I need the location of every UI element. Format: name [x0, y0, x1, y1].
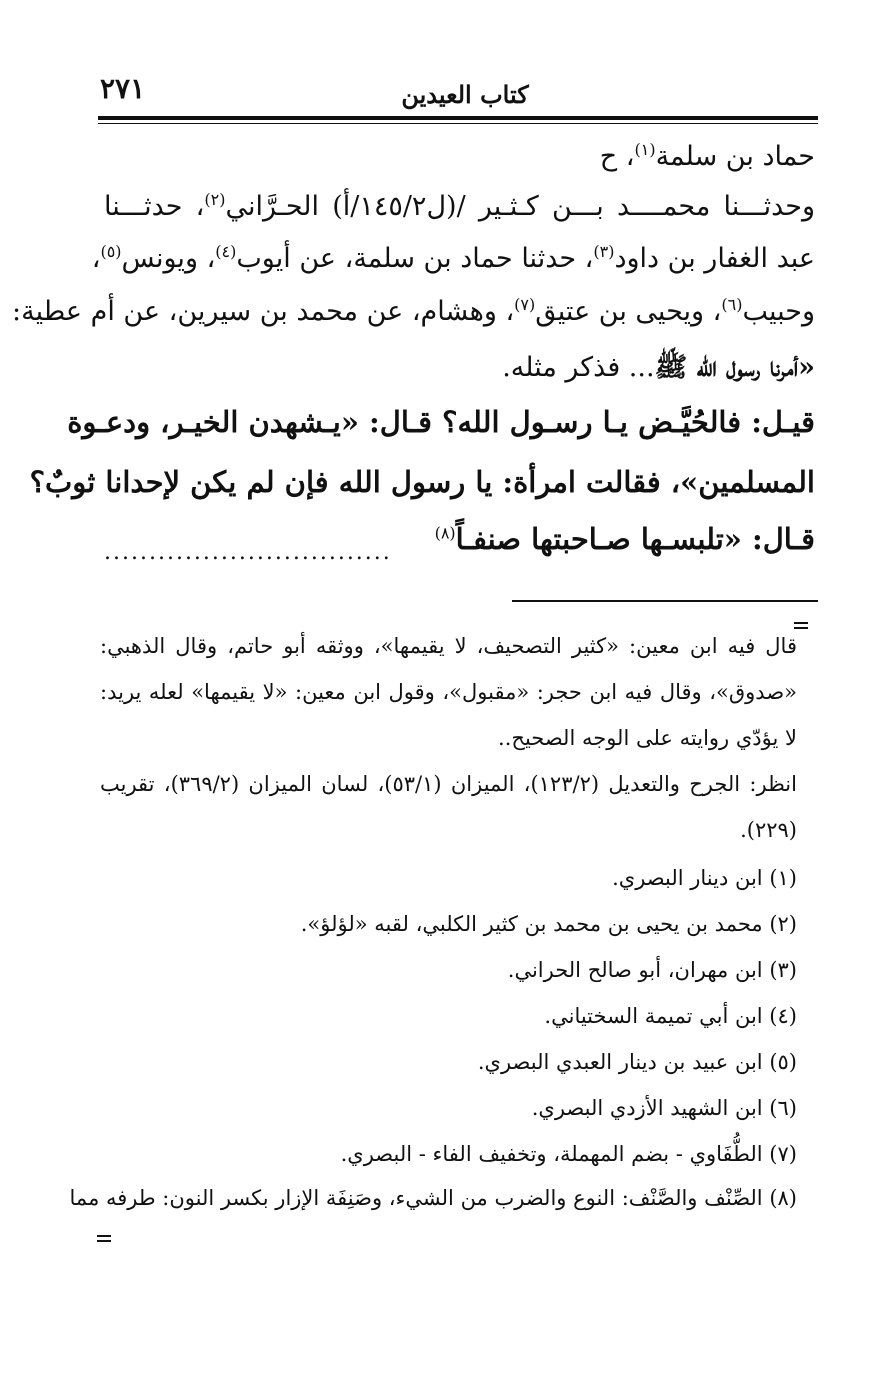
hadith-line-1: قيـل: فالحُيَّـض يـا رسـول الله؟ قـال: «يـشهدن الخيـر، ودعـوة [67, 405, 815, 439]
text-segment: ... فذكر مثله. [502, 352, 655, 383]
leader-dots: ................................ [104, 540, 392, 565]
text-segment: ، ويونس [121, 243, 216, 274]
text-segment: ، وهشام، عن محمد بن سيرين، عن أم عطية: [12, 296, 515, 327]
hadith-quote: «أمرنا رسول الله ﷺ [654, 352, 815, 383]
running-title: كتاب العيدين [401, 80, 529, 109]
text-segment: وحبيب [742, 296, 815, 327]
hadith-line-3 [435, 522, 815, 556]
body-line-2 [104, 190, 815, 222]
footnote-continued-line-2: «صدوق»، وقال فيه ابن حجر: «مقبول»، وقول ابن معين: «لا يقيمها» لعله يريد: [100, 680, 797, 704]
page-number: ٢٧١ [100, 72, 146, 105]
hadith-line-2: المسلمين»، فقالت امرأة: يا رسول الله فإن لم يكن لإحدانا ثوبٌ؟ [29, 465, 815, 499]
footnote-3: (٣) ابن مهران، أبو صالح الحراني. [507, 958, 797, 982]
text-segment: عبد الغفار بن داود [614, 243, 815, 274]
body-line-4 [12, 295, 815, 327]
text-segment: ، ح [599, 141, 635, 172]
body-line-3 [91, 242, 815, 274]
continuation-mark [794, 622, 808, 624]
footnote-ref[interactable]: (٢) [204, 190, 226, 209]
footnote-2: (٢) محمد بن يحيى بن محمد بن كثير الكلبي، لقبه «لؤلؤ». [300, 912, 797, 936]
header-rule-thick [98, 116, 818, 120]
footnote-6: (٦) ابن الشهيد الأزدي البصري. [531, 1096, 797, 1120]
footnote-1: (١) ابن دينار البصري. [612, 866, 797, 890]
footnote-ref[interactable]: (١) [634, 140, 656, 159]
header-rule-thin [98, 123, 818, 124]
footnote-ref[interactable]: (٦) [721, 295, 743, 314]
continuation-mark [97, 1235, 111, 1237]
footnote-ref[interactable]: (٣) [593, 242, 615, 261]
text-segment: ، حدثـــنا [104, 191, 205, 222]
narrator-name: حماد بن سلمة [655, 141, 815, 172]
footnote-ref[interactable]: (٨) [434, 523, 456, 543]
footnote-4: (٤) ابن أبي تميمة السختياني. [544, 1004, 797, 1028]
footnote-reference-line-1: انظر: الجرح والتعديل (١٢٣/٢)، الميزان (٥٣/١)، لسان الميزان (٣٦٩/٢)، تقريب [100, 772, 797, 796]
text-segment: قـال: «تلبسـها صـاحبتها صنفـاً [455, 522, 815, 556]
footnote-ref[interactable]: (٤) [215, 242, 237, 261]
footnote-continued-line-1: قال فيه ابن معين: «كثير التصحيف، لا يقيمها»، ووثقه أبو حاتم، وقال الذهبي: [100, 634, 797, 658]
footnote-reference-line-2: (٢٢٩). [740, 818, 797, 842]
footnote-7: (٧) الطُّفَاوي - بضم المهملة، وتخفيف الفاء - البصري. [340, 1142, 797, 1166]
body-line-5 [502, 350, 815, 390]
body-line-1 [600, 140, 815, 172]
footnote-ref[interactable]: (٥) [100, 242, 122, 261]
text-segment: ، [91, 243, 101, 274]
text-segment: ، ويحيى بن عتيق [535, 296, 722, 327]
text-segment: وحدثـــنا محمــــد بـــن كـثـير /(ل١٤٥/٢/أ) الحـرَّاني [225, 191, 816, 222]
text-segment: ، حدثنا حماد بن سلمة، عن أيوب [236, 243, 594, 274]
footnote-5: (٥) ابن عبيد بن دينار العبدي البصري. [477, 1050, 797, 1074]
footnote-continued-line-3: لا يؤدّي روايته على الوجه الصحيح.. [498, 726, 797, 750]
footnote-ref[interactable]: (٧) [514, 295, 536, 314]
footnote-8: (٨) الصِّنْف والصَّنْف: النوع والضرب من الشيء، وصَنِفَة الإزار بكسر النون: طرفه مما [69, 1186, 797, 1210]
footnote-separator [512, 600, 818, 602]
